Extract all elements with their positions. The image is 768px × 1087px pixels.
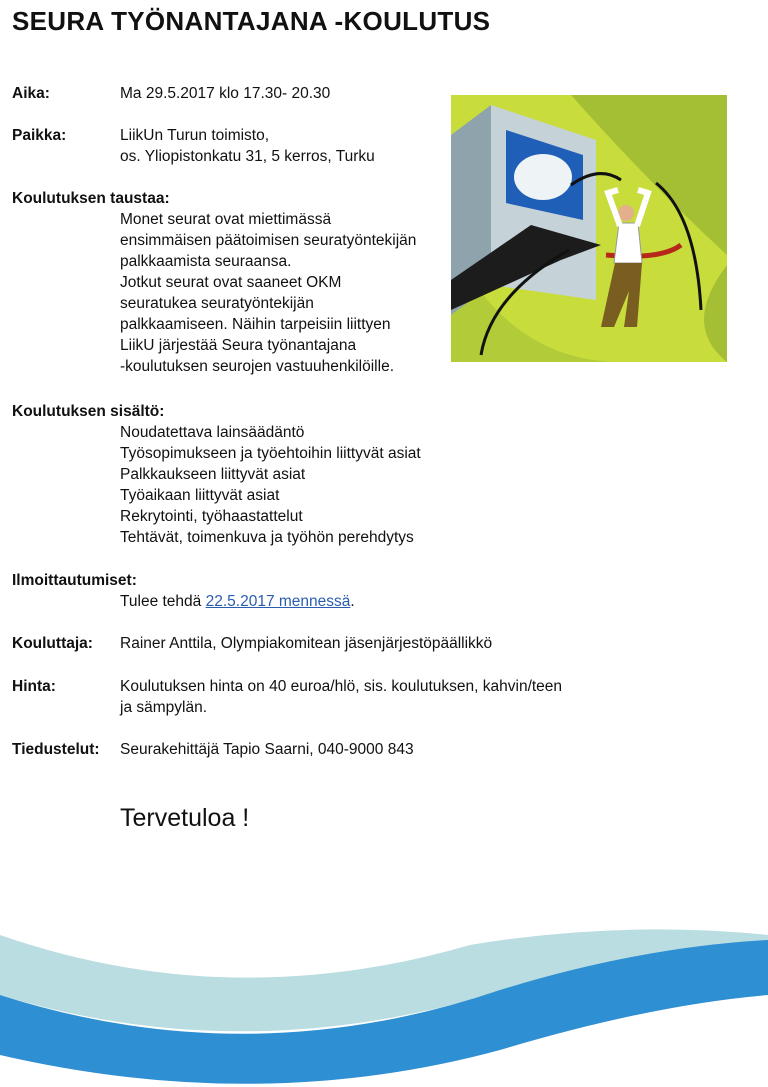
hinta-value (120, 676, 562, 718)
hinta-label: Hinta: (12, 678, 56, 695)
taustaa-label: Koulutuksen taustaa: (12, 190, 170, 207)
sisalto-label: Koulutuksen sisältö: (12, 403, 165, 420)
ilmoittautumiset-text (120, 591, 355, 612)
taustaa-line: LiikU järjestää Seura työnantajana (120, 337, 357, 354)
tiedustelut-label: Tiedustelut: (12, 741, 100, 758)
taustaa-text (120, 209, 416, 377)
section-taustaa (12, 188, 416, 377)
wave-decoration (0, 925, 768, 1087)
taustaa-line: -koulutuksen seurojen vastuuhenkilöille. (120, 358, 394, 375)
section-sisalto (12, 401, 421, 548)
taustaa-line: ensimmäisen päätoimisen seuratyöntekijän (120, 232, 417, 249)
sisalto-list (120, 422, 421, 548)
man-pulling-cable-from-computer-illustration (451, 95, 727, 362)
taustaa-line: palkkaamiseen. Näihin tarpeisiin liittyen (120, 316, 391, 333)
ilmoittautumiset-suffix: . (350, 593, 355, 610)
sisalto-item: Noudatettava lainsäädäntö (120, 424, 305, 441)
taustaa-line: seuratukea seuratyöntekijän (120, 295, 314, 312)
section-ilmoittautumiset (12, 570, 355, 612)
taustaa-line: Monet seurat ovat miettimässä (120, 211, 332, 228)
paikka-line: LiikUn Turun toimisto, (120, 127, 270, 144)
monitor-screen-glare (514, 154, 572, 200)
sisalto-item: Työaikaan liittyvät asiat (120, 487, 280, 504)
hinta-line: Koulutuksen hinta on 40 euroa/hlö, sis. koulutuksen, kahvin/teen (120, 678, 563, 695)
aika-label: Aika: (12, 85, 50, 102)
tiedustelut-value: Seurakehittäjä Tapio Saarni, 040-9000 843 (120, 741, 414, 758)
taustaa-line: Jotkut seurat ovat saaneet OKM (120, 274, 342, 291)
kouluttaja-label: Kouluttaja: (12, 635, 93, 652)
ilmoittautumiset-label: Ilmoittautumiset: (12, 572, 137, 589)
welcome-text: Tervetuloa ! (120, 804, 250, 832)
man-shirt (614, 223, 642, 263)
sisalto-item: Rekrytointi, työhaastattelut (120, 508, 303, 525)
aika-value: Ma 29.5.2017 klo 17.30- 20.30 (120, 85, 331, 102)
paikka-line: os. Yliopistonkatu 31, 5 kerros, Turku (120, 148, 375, 165)
page-title: SEURA TYÖNANTAJANA -KOULUTUS (12, 6, 491, 36)
sisalto-item: Palkkaukseen liittyvät asiat (120, 466, 306, 483)
hinta-line: ja sämpylän. (120, 699, 208, 716)
sisalto-item: Tehtävät, toimenkuva ja työhön perehdytys (120, 529, 414, 546)
paikka-value (120, 125, 375, 167)
sisalto-item: Työsopimukseen ja työehtoihin liittyvät asiat (120, 445, 421, 462)
ilmoittautumiset-prefix: Tulee tehdä (120, 593, 206, 610)
kouluttaja-value: Rainer Anttila, Olympiakomitean jäsenjärjestöpäällikkö (120, 635, 493, 652)
taustaa-line: palkkaamista seuraansa. (120, 253, 292, 270)
registration-deadline-link[interactable]: 22.5.2017 mennessä (205, 593, 351, 610)
paikka-label: Paikka: (12, 127, 67, 144)
